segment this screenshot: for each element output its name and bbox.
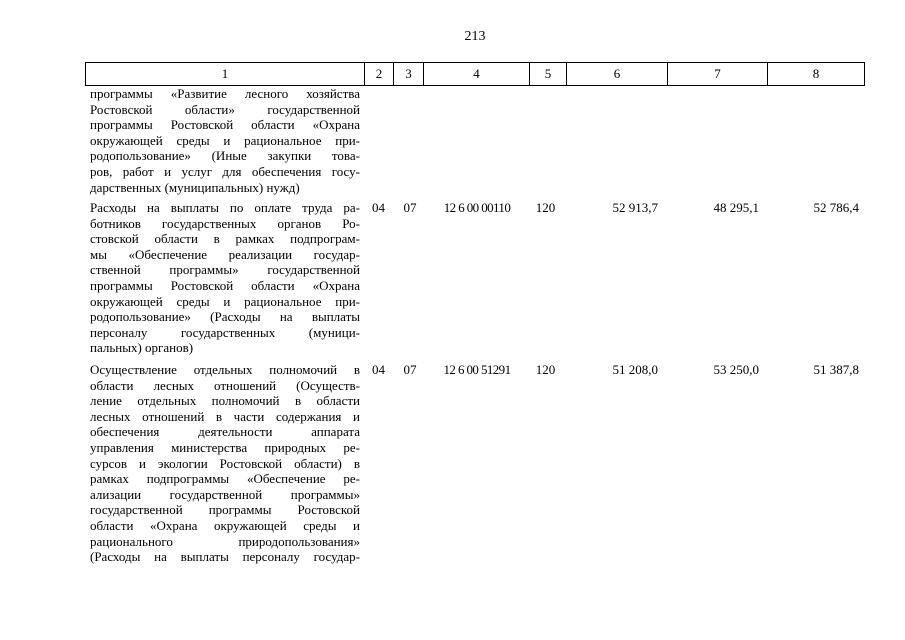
row-0-line: родопользование» (Иные закупки това- <box>90 148 360 164</box>
row-2-col-6: 51 208,0 <box>612 362 658 377</box>
row-2-line: области «Охрана окружающей среды и <box>90 517 360 533</box>
row-2-description <box>90 362 360 565</box>
row-1-col-2: 04 <box>372 200 385 215</box>
row-1-line: мы «Обеспечение реализации государ- <box>90 246 360 262</box>
row-0-line: окружающей среды и рациональное при- <box>90 132 360 148</box>
row-1-col-3: 07 <box>403 200 417 215</box>
row-2-col-8: 51 387,8 <box>813 362 859 377</box>
row-2-line: области лесных отношений (Осуществ- <box>90 377 360 393</box>
header-col-3: 3 <box>393 63 423 85</box>
row-0-line: ров, работ и услуг для обеспечения госу- <box>90 163 360 179</box>
row-2-line: рамках подпрограммы «Обеспечение ре- <box>90 471 360 487</box>
row-0-description <box>90 86 360 195</box>
row-2-col-2: 04 <box>372 362 385 377</box>
row-2-line: Осуществление отдельных полномочий в <box>90 362 360 377</box>
row-1-line: стовской области в рамках подпрограм- <box>90 231 360 247</box>
row-2-col-7: 53 250,0 <box>713 362 759 377</box>
row-2-col-3: 07 <box>403 362 417 377</box>
header-col-6: 6 <box>566 63 667 85</box>
row-1-line: программы Ростовской области «Охрана <box>90 277 360 293</box>
row-2-line: рационального природопользования» <box>90 533 360 549</box>
row-1-line: Расходы на выплаты по оплате труда ра- <box>90 200 360 215</box>
row-2-line: государственной программы Ростовской <box>90 502 360 518</box>
row-1-description <box>90 200 360 356</box>
row-2-col-5: 120 <box>535 362 556 377</box>
row-1-col-5: 120 <box>535 200 556 215</box>
header-col-2: 2 <box>364 63 393 85</box>
header-col-8: 8 <box>767 63 865 85</box>
row-1-line: окружающей среды и рациональное при- <box>90 293 360 309</box>
row-1-col-7: 48 295,1 <box>713 200 759 215</box>
header-col-1: 1 <box>85 63 364 85</box>
header-col-7: 7 <box>667 63 767 85</box>
row-1-col-4: 12 6 00 00110 <box>443 200 511 215</box>
row-2-line: лесных отношений в части содержания и <box>90 408 360 424</box>
row-2-line: обеспечения деятельности аппарата <box>90 424 360 440</box>
page-number: 213 <box>464 29 486 44</box>
header-col-4: 4 <box>423 63 529 85</box>
row-1-line: персоналу государственных (муници- <box>90 324 360 340</box>
table-header-row <box>85 62 865 86</box>
row-0-line: программы «Развитие лесного хозяйства <box>90 86 360 101</box>
row-2-line: ление отдельных полномочий в области <box>90 393 360 409</box>
row-2-line: сурсов и экологии Ростовской области) в <box>90 455 360 471</box>
row-1-line: родопользование» (Расходы на выплаты <box>90 309 360 325</box>
row-2-col-4: 12 6 00 51291 <box>443 362 511 377</box>
row-2-line: управления министерства природных ре- <box>90 439 360 455</box>
row-2-line: (Расходы на выплаты персоналу государ- <box>90 549 360 565</box>
row-1-line: ботников государственных органов Ро- <box>90 215 360 231</box>
row-1-line: ственной программы» государственной <box>90 262 360 278</box>
row-0-line: Ростовской области» государственной <box>90 101 360 117</box>
row-1-line: пальных) органов) <box>90 340 194 356</box>
row-2-line: ализации государственной программы» <box>90 486 360 502</box>
row-0-line: дарственных (муниципальных) нужд) <box>90 179 300 195</box>
row-1-col-6: 52 913,7 <box>612 200 658 215</box>
row-0-line: программы Ростовской области «Охрана <box>90 117 360 133</box>
row-1-col-8: 52 786,4 <box>813 200 859 215</box>
header-col-5: 5 <box>529 63 566 85</box>
